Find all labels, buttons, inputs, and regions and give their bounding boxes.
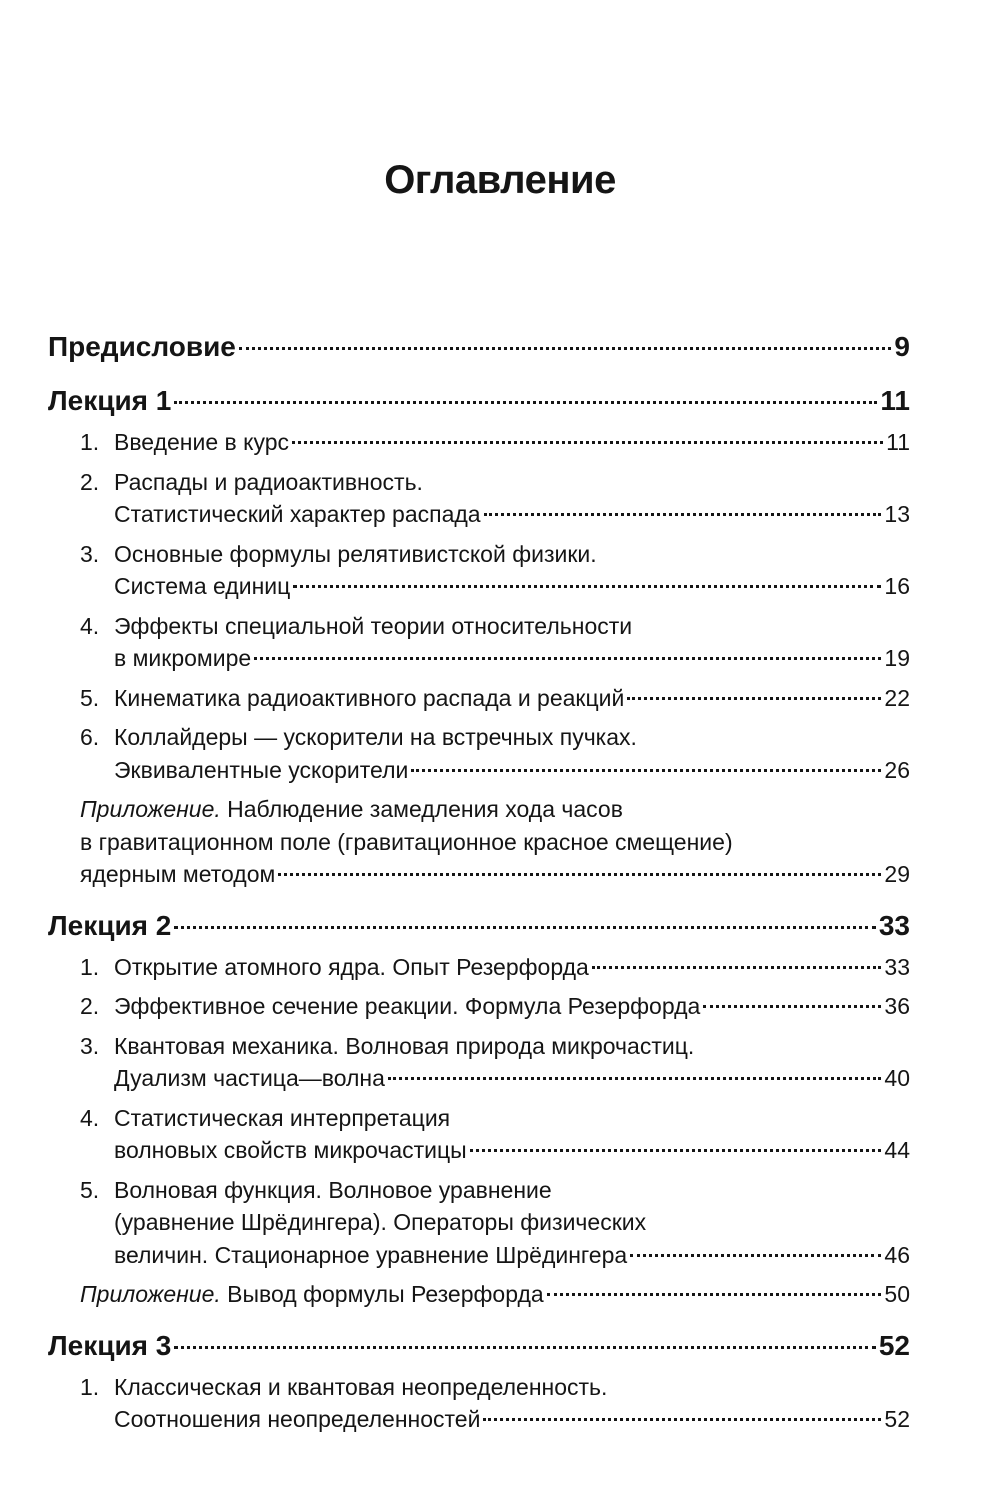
toc-item-number: 2.: [80, 993, 100, 1019]
toc-page-number: 52: [878, 1329, 910, 1361]
dot-leader: [483, 1418, 881, 1421]
toc-item-number: 1.: [80, 1373, 100, 1400]
toc-item-text: Основные формулы релятивистской физики.: [114, 540, 597, 567]
toc-page-number: 26: [884, 756, 910, 783]
toc-subentry[interactable]: [48, 1371, 910, 1436]
toc-item-text: Кинематика радиоактивного распада и реакций: [114, 684, 625, 711]
dot-leader: [547, 1293, 882, 1296]
toc-subentry[interactable]: [48, 1102, 910, 1167]
toc-item-text: Квантовая механика. Волновая природа микрочастиц.: [114, 1032, 695, 1059]
toc-page-number: 40: [884, 1065, 910, 1091]
toc-item-text: (уравнение Шрёдингера). Операторы физических: [114, 1209, 647, 1235]
dot-leader: [627, 697, 881, 700]
table-of-contents: [48, 330, 910, 1436]
toc-page-number: 19: [884, 645, 910, 671]
toc-page-number: 11: [880, 385, 910, 416]
toc-subentry[interactable]: [48, 990, 910, 1023]
toc-subentry[interactable]: [48, 1174, 910, 1272]
toc-page-number: 16: [884, 573, 910, 599]
dot-leader: [388, 1077, 881, 1080]
toc-entry-preface[interactable]: [48, 330, 910, 366]
toc-item-text: Открытие атомного ядра. Опыт Резерфорда: [114, 953, 589, 980]
toc-item-text: Система единиц: [114, 573, 291, 599]
toc-item-number: 1.: [80, 953, 100, 980]
toc-page-number: 50: [884, 1281, 910, 1307]
appendix-prefix: Приложение.: [80, 1281, 221, 1307]
toc-item-text: Распады и радиоактивность.: [114, 468, 423, 495]
toc-subentry[interactable]: [48, 721, 910, 786]
toc-page-number: 22: [884, 684, 910, 711]
toc-item-text: Волновая функция. Волновое уравнение: [114, 1176, 552, 1203]
toc-entry-label: Лекция 1: [48, 385, 172, 416]
dot-leader: [239, 347, 892, 350]
toc-entry-lecture-2[interactable]: [48, 909, 910, 945]
toc-item-text: Статистическая интерпретация: [114, 1104, 451, 1131]
toc-item-text: Эффективное сечение реакции. Формула Резерфорда: [114, 993, 701, 1019]
toc-item-number: 5.: [80, 1176, 100, 1203]
toc-subentry[interactable]: [48, 951, 910, 984]
dot-leader: [470, 1149, 882, 1152]
dot-leader: [703, 1005, 881, 1008]
toc-item-number: 4.: [80, 1104, 100, 1131]
toc-item-number: 3.: [80, 540, 100, 567]
toc-entry-label: Лекция 3: [48, 1329, 172, 1361]
dot-leader: [592, 966, 882, 969]
toc-item-number: 3.: [80, 1032, 100, 1059]
toc-item-text: величин. Стационарное уравнение Шрёдингера: [114, 1241, 628, 1268]
toc-subentry[interactable]: [48, 682, 910, 715]
toc-item-text: Коллайдеры — ускорители на встречных пучках.: [114, 724, 637, 750]
toc-appendix[interactable]: [48, 1278, 910, 1311]
dot-leader: [292, 441, 883, 444]
toc-page-number: 33: [884, 953, 910, 980]
toc-entry-label: Предисловие: [48, 331, 236, 362]
toc-subentry[interactable]: [48, 426, 910, 459]
toc-subentry[interactable]: [48, 610, 910, 675]
toc-page-number: 9: [894, 331, 910, 362]
dot-leader: [174, 1346, 875, 1349]
toc-item-text: Эквивалентные ускорители: [114, 756, 409, 783]
toc-subentry[interactable]: [48, 538, 910, 603]
toc-item-text: Эффекты специальной теории относительности: [114, 612, 633, 639]
toc-item-number: 5.: [80, 684, 100, 711]
dot-leader: [484, 513, 882, 516]
toc-page-number: 11: [886, 429, 910, 455]
toc-item-text: Наблюдение замедления хода часов: [220, 796, 623, 822]
toc-entry-lecture-1[interactable]: [48, 384, 910, 420]
dot-leader: [293, 585, 881, 588]
toc-entry-lecture-3[interactable]: [48, 1329, 910, 1365]
toc-page-number: 44: [884, 1137, 910, 1163]
dot-leader: [278, 873, 881, 876]
toc-subentry[interactable]: [48, 466, 910, 531]
toc-item-text: в гравитационном поле (гравитационное красное смещение): [80, 828, 733, 855]
dot-leader: [174, 401, 877, 404]
toc-page-number: 33: [878, 909, 910, 941]
toc-item-text: Классическая и квантовая неопределенность.: [114, 1373, 608, 1400]
toc-item-text: ядерным методом: [80, 861, 276, 887]
toc-appendix[interactable]: [48, 793, 910, 891]
dot-leader: [254, 657, 881, 660]
toc-item-text: Статистический характер распада: [114, 501, 481, 527]
toc-item-number: 2.: [80, 468, 100, 495]
toc-item-text: Дуализм частица—волна: [114, 1065, 385, 1091]
toc-item-number: 4.: [80, 612, 100, 639]
toc-item-text: Введение в курс: [114, 429, 289, 455]
appendix-prefix: Приложение.: [80, 796, 221, 822]
toc-entry-label: Лекция 2: [48, 909, 172, 941]
toc-item-number: 6.: [80, 724, 100, 750]
toc-page-number: 29: [884, 861, 910, 887]
toc-page-number: 36: [884, 993, 910, 1019]
toc-page-number: 52: [884, 1406, 910, 1432]
toc-item-text: волновых свойств микрочастицы: [114, 1137, 467, 1163]
dot-leader: [174, 926, 875, 929]
toc-item-text: Вывод формулы Резерфорда: [220, 1281, 544, 1307]
toc-item-number: 1.: [80, 429, 100, 455]
toc-item-text: в микромире: [114, 645, 252, 671]
page-title: Оглавление: [384, 158, 616, 202]
dot-leader: [630, 1254, 881, 1257]
toc-page-number: 13: [884, 501, 910, 527]
toc-item-text: Соотношения неопределенностей: [114, 1406, 481, 1432]
toc-page-number: 46: [884, 1241, 910, 1268]
toc-subentry[interactable]: [48, 1030, 910, 1095]
dot-leader: [411, 769, 881, 772]
